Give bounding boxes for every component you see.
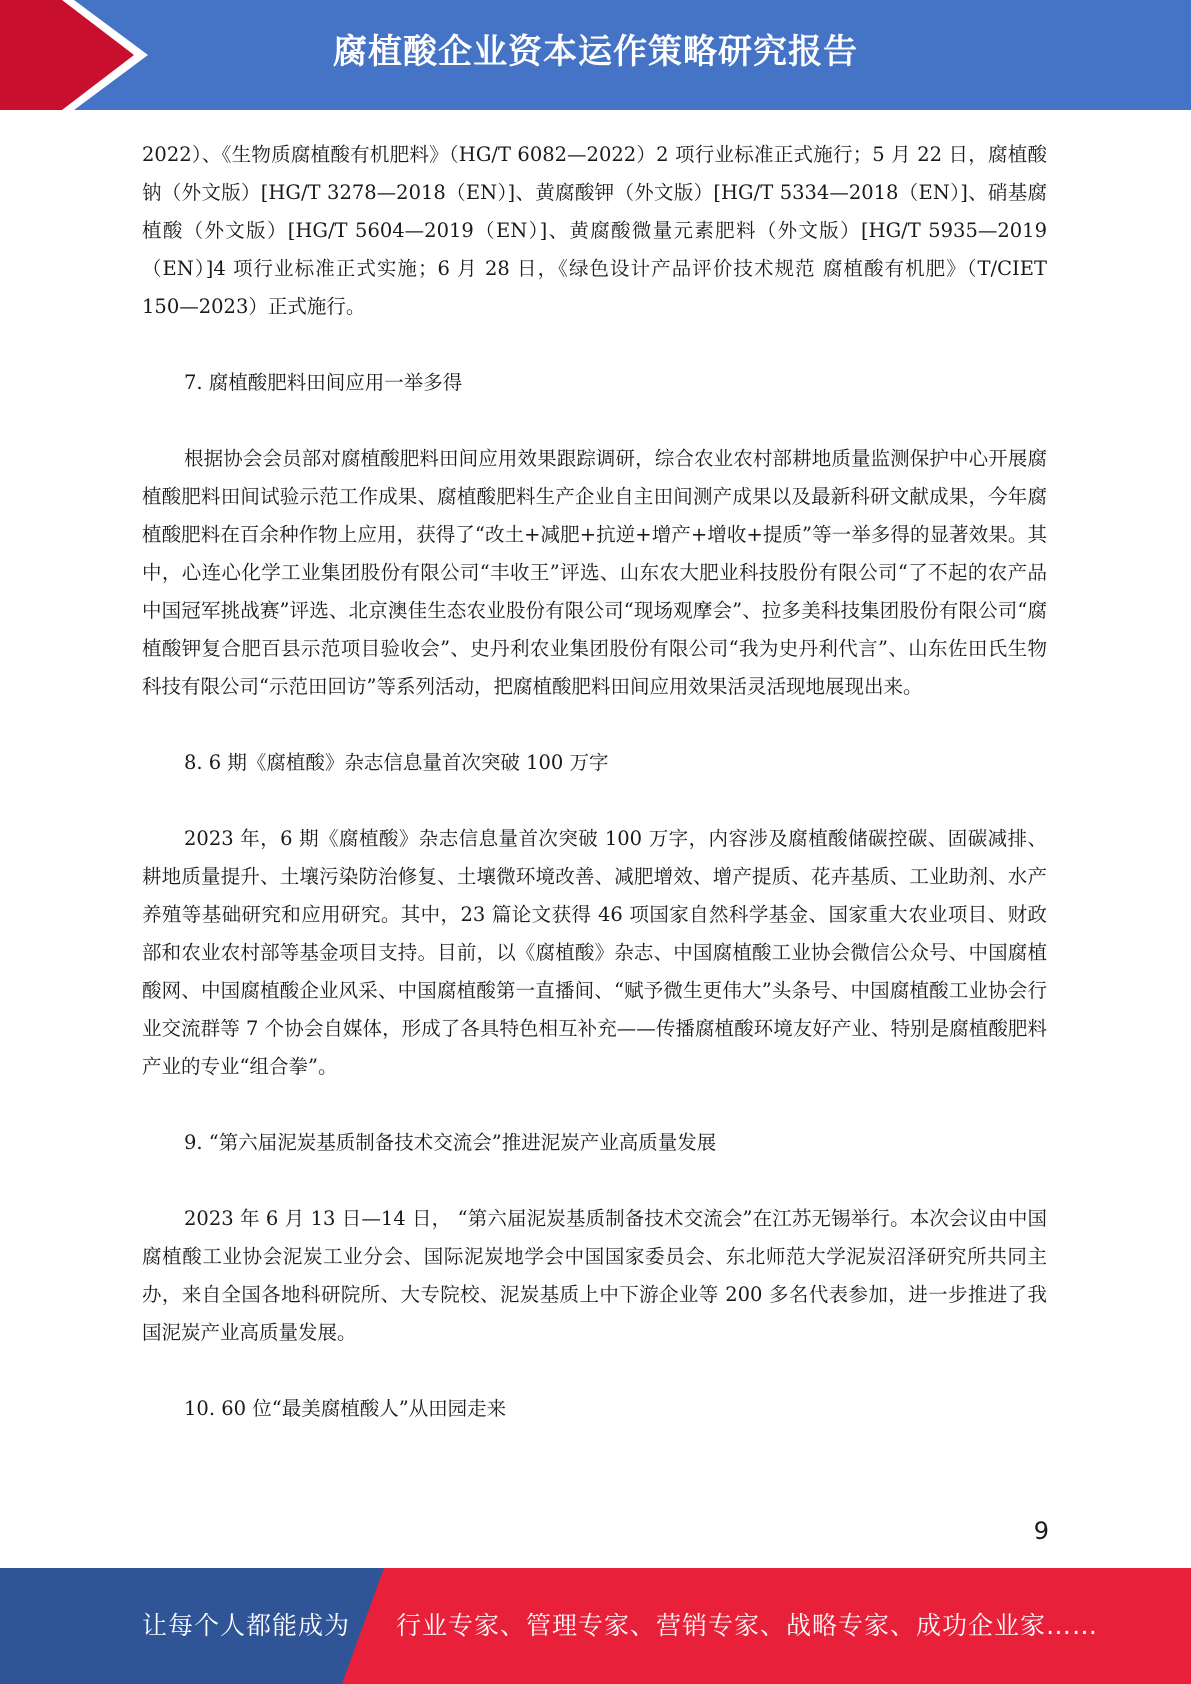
section-heading-7: 7. 腐植酸肥料田间应用一举多得: [184, 371, 463, 394]
footer-slogan-left: 让每个人都能成为: [142, 1611, 351, 1640]
header-arrow-red: [0, 0, 134, 110]
section-heading-10: 10. 60 位“最美腐植酸人”从田园走来: [184, 1397, 507, 1420]
section-heading-9: 9. “第六届泥炭基质制备技术交流会”推进泥炭产业高质量发展: [184, 1131, 717, 1154]
page-number: 9: [1033, 1517, 1049, 1545]
footer-slogan-right: 行业专家、管理专家、营销专家、战略专家、成功企业家……: [396, 1611, 1099, 1640]
page-header: [0, 0, 1191, 110]
document-body: [142, 136, 1047, 1428]
header-arrow-decoration: [0, 0, 160, 110]
paragraph-section-9: 2023 年 6 月 13 日—14 日， “第六届泥炭基质制备技术交流会”在江苏无锡举行。本次会议由中国腐植酸工业协会泥炭工业分会、国际泥炭地学会中国国家委员会、东北师范大学泥炭沼泽研究所共同主办，来自全国各地科研院所、大专院校、泥炭基质上中下游企业等 200 多名代表参加，进一步推进了我国泥炭产业高质量发展。: [142, 1207, 1047, 1344]
section-heading-8: 8. 6 期《腐植酸》杂志信息量首次突破 100 万字: [184, 751, 609, 774]
paragraph-section-8: 2023 年，6 期《腐植酸》杂志信息量首次突破 100 万字，内容涉及腐植酸储碳控碳、固碳减排、耕地质量提升、土壤污染防治修复、土壤微环境改善、减肥增效、增产提质、花卉基质、工业助剂、水产养殖等基础研究和应用研究。其中，23 篇论文获得 46 项国家自然科学基金、国家重大农业项目、财政部和农业农村部等基金项目支持。目前，以《腐植酸》杂志、中国腐植酸工业协会微信公众号、中国腐植酸网、中国腐植酸企业风采、中国腐植酸第一直播间、“赋予微生更伟大”头条号、中国腐植酸工业协会行业交流群等 7 个协会自媒体，形成了各具特色相互补充——传播腐植酸环境友好产业、特别是腐植酸肥料产业的专业“组合拳”。: [142, 827, 1047, 1078]
paragraph-section-7: 根据协会会员部对腐植酸肥料田间应用效果跟踪调研，综合农业农村部耕地质量监测保护中心开展腐植酸肥料田间试验示范工作成果、腐植酸肥料生产企业自主田间测产成果以及最新科研文献成果，今年腐植酸肥料在百余种作物上应用，获得了“改土+减肥+抗逆+增产+增收+提质”等一举多得的显著效果。其中，心连心化学工业集团股份有限公司“丰收王”评选、山东农大肥业科技股份有限公司“了不起的农产品中国冠军挑战赛”评选、北京澳佳生态农业股份有限公司“现场观摩会”、拉多美科技集团股份有限公司“腐植酸钾复合肥百县示范项目验收会”、史丹利农业集团股份有限公司“我为史丹利代言”、山东佐田氏生物科技有限公司“示范田回访”等系列活动，把腐植酸肥料田间应用效果活灵活现地展现出来。: [142, 447, 1047, 698]
page-footer: [0, 1568, 1191, 1684]
report-title: 腐植酸企业资本运作策略研究报告: [333, 32, 858, 72]
paragraph-standards-continued: 2022）、《生物质腐植酸有机肥料》（HG/T 6082—2022）2 项行业标准正式施行；5 月 22 日，腐植酸钠（外文版）[HG/T 3278—2018（EN）]、黄腐酸钾（外文版）[HG/T 5334—2018（EN）]、硝基腐植酸（外文版）[HG/T 5604—2019（EN）]、黄腐酸微量元素肥料（外文版）[HG/T 5935—2019（EN）]4 项行业标准正式实施；6 月 28 日，《绿色设计产品评价技术规范 腐植酸有机肥》（T/CIET 150—2023）正式施行。: [142, 143, 1047, 318]
